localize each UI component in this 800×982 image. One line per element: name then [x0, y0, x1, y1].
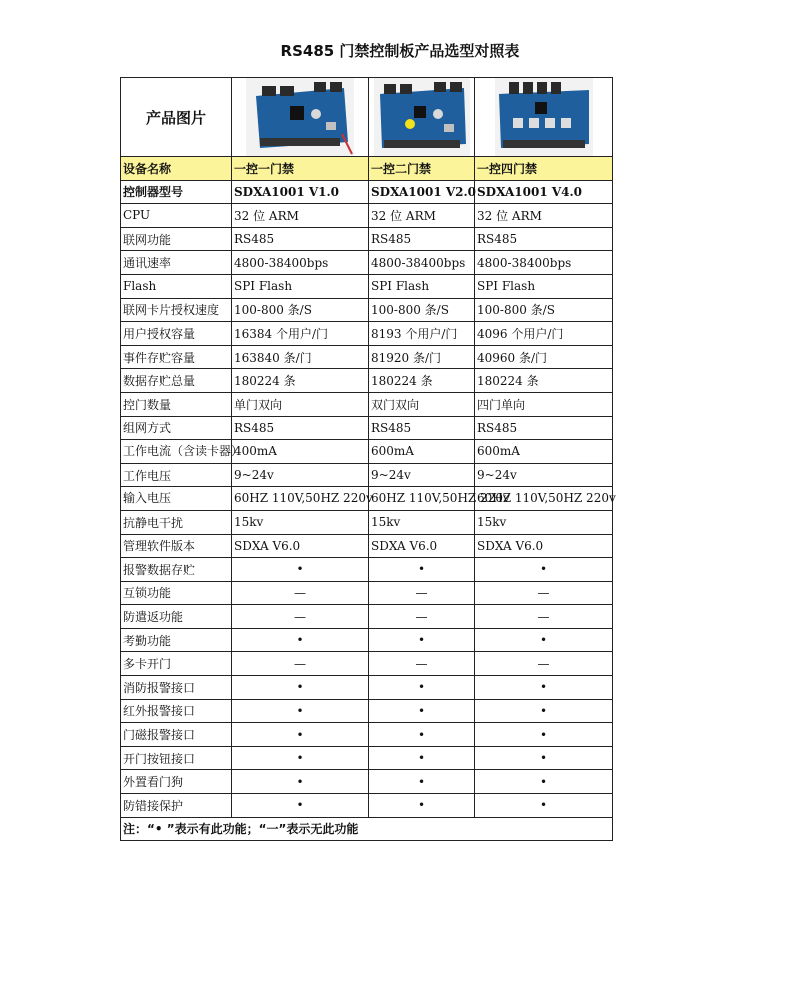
row-value: • — [369, 770, 475, 794]
row-value: • — [475, 628, 613, 652]
footnote: 注：“• ”表示有此功能；“一”表示无此功能 — [121, 817, 613, 841]
row-value: — — [475, 605, 613, 629]
row-value: • — [369, 676, 475, 700]
row-value: 180224 条 — [475, 369, 613, 393]
row-value: 双门双向 — [369, 392, 475, 416]
table-row — [121, 558, 613, 582]
row-value: 60HZ 110V,50HZ 220v — [232, 487, 369, 511]
row-value: • — [232, 676, 369, 700]
row-value: SDXA1001 V1.0 — [232, 180, 369, 204]
table-row — [121, 770, 613, 794]
image-label: 产品图片 — [121, 78, 232, 157]
note-row — [121, 817, 613, 841]
table-row — [121, 180, 613, 204]
row-value: • — [475, 699, 613, 723]
row-value: 100-800 条/S — [232, 298, 369, 322]
row-value: • — [369, 558, 475, 582]
row-value: 9~24v — [232, 463, 369, 487]
row-value: SDXA1001 V4.0 — [475, 180, 613, 204]
row-value: 15kv — [369, 510, 475, 534]
row-label: 抗静电干扰 — [121, 510, 232, 534]
row-value: 81920 条/门 — [369, 345, 475, 369]
row-value: • — [232, 770, 369, 794]
table-row — [121, 440, 613, 464]
row-value: • — [475, 676, 613, 700]
row-value: — — [369, 581, 475, 605]
row-value: — — [369, 605, 475, 629]
row-value: • — [369, 628, 475, 652]
row-value: 8193 个用户/门 — [369, 322, 475, 346]
table-row — [121, 581, 613, 605]
table-row — [121, 699, 613, 723]
row-label: 控门数量 — [121, 392, 232, 416]
row-value: 16384 个用户/门 — [232, 322, 369, 346]
row-value: SPI Flash — [369, 274, 475, 298]
row-label: 数据存贮总量 — [121, 369, 232, 393]
row-value: 60HZ 110V,50HZ 220v — [475, 487, 613, 511]
row-value: 4800-38400bps — [369, 251, 475, 275]
row-label: 联网功能 — [121, 227, 232, 251]
table-row — [121, 723, 613, 747]
table-row — [121, 746, 613, 770]
row-value: • — [475, 558, 613, 582]
table-row — [121, 322, 613, 346]
row-value: • — [232, 699, 369, 723]
row-value: 9~24v — [369, 463, 475, 487]
row-value: 32 位 ARM — [369, 204, 475, 228]
header-row — [121, 157, 613, 181]
row-value: RS485 — [475, 416, 613, 440]
row-value: 4800-38400bps — [232, 251, 369, 275]
row-value: • — [369, 699, 475, 723]
row-value: — — [475, 652, 613, 676]
page-title: RS485 门禁控制板产品选型对照表 — [280, 42, 520, 60]
row-value: 180224 条 — [232, 369, 369, 393]
row-label: 组网方式 — [121, 416, 232, 440]
row-value: • — [232, 794, 369, 818]
row-value: 四门单向 — [475, 392, 613, 416]
row-value: 32 位 ARM — [232, 204, 369, 228]
row-label: 红外报警接口 — [121, 699, 232, 723]
row-label: 互锁功能 — [121, 581, 232, 605]
board-photo-3 — [495, 78, 593, 156]
header-product-1: 一控一门禁 — [232, 157, 369, 181]
board-image-1 — [232, 78, 369, 157]
board-photo-1 — [246, 78, 354, 156]
row-label: 消防报警接口 — [121, 676, 232, 700]
row-label: 门磁报警接口 — [121, 723, 232, 747]
row-label: 控制器型号 — [121, 180, 232, 204]
row-value: • — [475, 746, 613, 770]
row-label: 防遣返功能 — [121, 605, 232, 629]
board-photo-2 — [374, 78, 470, 156]
table-row — [121, 628, 613, 652]
row-value: 60HZ 110V,50HZ 220v — [369, 487, 475, 511]
table-row — [121, 298, 613, 322]
row-label: 多卡开门 — [121, 652, 232, 676]
row-value: • — [232, 723, 369, 747]
row-value: 400mA — [232, 440, 369, 464]
row-value: 32 位 ARM — [475, 204, 613, 228]
row-value: — — [232, 652, 369, 676]
row-value: • — [369, 794, 475, 818]
row-value: — — [232, 605, 369, 629]
table-row — [121, 274, 613, 298]
image-row — [121, 78, 613, 157]
row-value: SDXA V6.0 — [369, 534, 475, 558]
row-label: 工作电压 — [121, 463, 232, 487]
row-value: • — [232, 628, 369, 652]
row-value: • — [232, 746, 369, 770]
row-value: — — [232, 581, 369, 605]
table-row — [121, 463, 613, 487]
row-value: RS485 — [369, 416, 475, 440]
row-value: SDXA1001 V2.0 — [369, 180, 475, 204]
row-label: 通讯速率 — [121, 251, 232, 275]
row-label: 事件存贮容量 — [121, 345, 232, 369]
row-value: — — [475, 581, 613, 605]
row-value: 600mA — [475, 440, 613, 464]
row-label: 用户授权容量 — [121, 322, 232, 346]
table-row — [121, 416, 613, 440]
row-value: • — [475, 770, 613, 794]
row-value: • — [232, 558, 369, 582]
table-row — [121, 794, 613, 818]
row-label: 联网卡片授权速度 — [121, 298, 232, 322]
row-value: — — [369, 652, 475, 676]
row-value: 15kv — [475, 510, 613, 534]
table-row — [121, 369, 613, 393]
row-value: SPI Flash — [475, 274, 613, 298]
board-image-2 — [369, 78, 475, 157]
row-label: 开门按钮接口 — [121, 746, 232, 770]
table-row — [121, 605, 613, 629]
row-value: 100-800 条/S — [369, 298, 475, 322]
table-row — [121, 676, 613, 700]
row-label: 工作电流（含读卡器） — [121, 440, 232, 464]
row-value: RS485 — [475, 227, 613, 251]
table-row — [121, 534, 613, 558]
row-value: 600mA — [369, 440, 475, 464]
row-value: SDXA V6.0 — [475, 534, 613, 558]
table-row — [121, 392, 613, 416]
table-row — [121, 510, 613, 534]
row-value: RS485 — [232, 227, 369, 251]
row-label: 输入电压 — [121, 487, 232, 511]
row-value: 单门双向 — [232, 392, 369, 416]
product-selection-table — [120, 77, 616, 841]
row-value: • — [475, 723, 613, 747]
row-label: 考勤功能 — [121, 628, 232, 652]
table-row — [121, 251, 613, 275]
table-row — [121, 204, 613, 228]
row-value: 100-800 条/S — [475, 298, 613, 322]
row-value: 40960 条/门 — [475, 345, 613, 369]
row-value: 9~24v — [475, 463, 613, 487]
row-value: • — [369, 746, 475, 770]
row-value: SPI Flash — [232, 274, 369, 298]
table-row — [121, 227, 613, 251]
header-product-3: 一控四门禁 — [475, 157, 613, 181]
header-product-2: 一控二门禁 — [369, 157, 475, 181]
row-value: • — [369, 723, 475, 747]
row-value: RS485 — [369, 227, 475, 251]
row-label: 防错接保护 — [121, 794, 232, 818]
row-label: 管理软件版本 — [121, 534, 232, 558]
row-value: SDXA V6.0 — [232, 534, 369, 558]
row-value: • — [475, 794, 613, 818]
row-label: 外置看门狗 — [121, 770, 232, 794]
row-value: 163840 条/门 — [232, 345, 369, 369]
board-image-3 — [475, 78, 613, 157]
row-label: 报警数据存贮 — [121, 558, 232, 582]
row-label: Flash — [121, 274, 232, 298]
row-value: RS485 — [232, 416, 369, 440]
row-value: 15kv — [232, 510, 369, 534]
row-value: 4800-38400bps — [475, 251, 613, 275]
row-label: CPU — [121, 204, 232, 228]
row-value: 4096 个用户/门 — [475, 322, 613, 346]
table-row — [121, 652, 613, 676]
row-value: 180224 条 — [369, 369, 475, 393]
table-row — [121, 345, 613, 369]
header-label: 设备名称 — [121, 157, 232, 181]
table-row — [121, 487, 613, 511]
